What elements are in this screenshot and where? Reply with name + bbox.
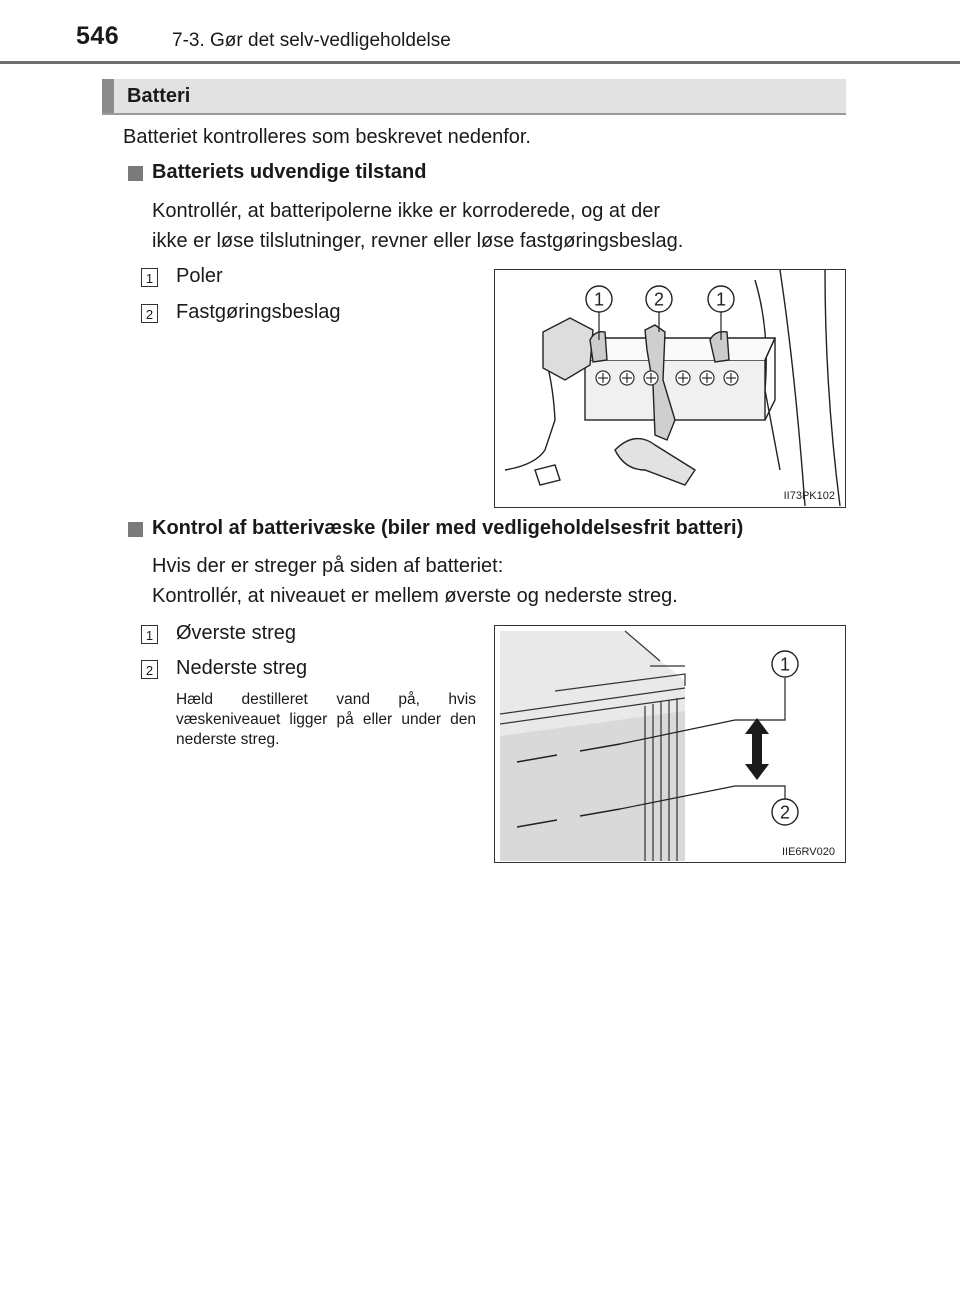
callout-lower-label: 2: [779, 802, 791, 823]
battery-illustration: [495, 270, 844, 506]
section-accent: [102, 79, 114, 113]
battery-fluid-level-figure: [494, 625, 846, 863]
legend-number-icon: 2: [141, 660, 158, 680]
callout-1-label: 1: [593, 289, 605, 310]
legend-number-icon: 2: [141, 304, 158, 324]
section-title: Batteri: [127, 85, 191, 107]
legend-number-icon: 1: [141, 625, 158, 645]
legend-label-upper-line: Øverste streg: [176, 622, 297, 644]
bullet-square-icon: [128, 522, 143, 542]
battery-side-illustration: [495, 626, 844, 861]
page-number: 546: [76, 22, 120, 50]
figure-code: IIE6RV020: [781, 846, 835, 858]
callout-upper-label: 1: [779, 654, 791, 675]
battery-terminals-figure: [494, 269, 846, 508]
figure-code: II73PK102: [783, 490, 835, 502]
section-title-bar: [102, 79, 846, 115]
legend-label-lower-line: Nederste streg: [176, 657, 308, 679]
intro-text: Batteriet kontrolleres som beskrevet nedenfor.: [123, 126, 531, 148]
bullet-square-icon: [128, 166, 143, 186]
chapter-title: 7-3. Gør det selv-vedligeholdelse: [172, 30, 451, 51]
part1-heading: Batteriets udvendige tilstand: [152, 161, 427, 183]
refill-note: Hæld destilleret vand på, hvis væskeniveauet ligger på eller under den nederste streg.: [176, 691, 476, 748]
legend-number-icon: 1: [141, 268, 158, 288]
part2-text-line2: Kontrollér, at niveauet er mellem øverste og nederste streg.: [152, 585, 678, 607]
header-rule: [0, 61, 960, 64]
callout-2-label: 2: [653, 289, 665, 310]
legend-label-poles: Poler: [176, 265, 223, 287]
part2-heading: Kontrol af batterivæske (biler med vedligeholdelsesfrit batteri): [152, 517, 744, 539]
part2-text-line1: Hvis der er streger på siden af batteriet:: [152, 555, 504, 577]
legend-label-bracket: Fastgøringsbeslag: [176, 301, 341, 323]
part1-text-line1: Kontrollér, at batteripolerne ikke er korroderede, og at der: [152, 200, 661, 222]
callout-1b-label: 1: [715, 289, 727, 310]
part1-text-line2: ikke er løse tilslutninger, revner eller løse fastgøringsbeslag.: [152, 230, 684, 252]
